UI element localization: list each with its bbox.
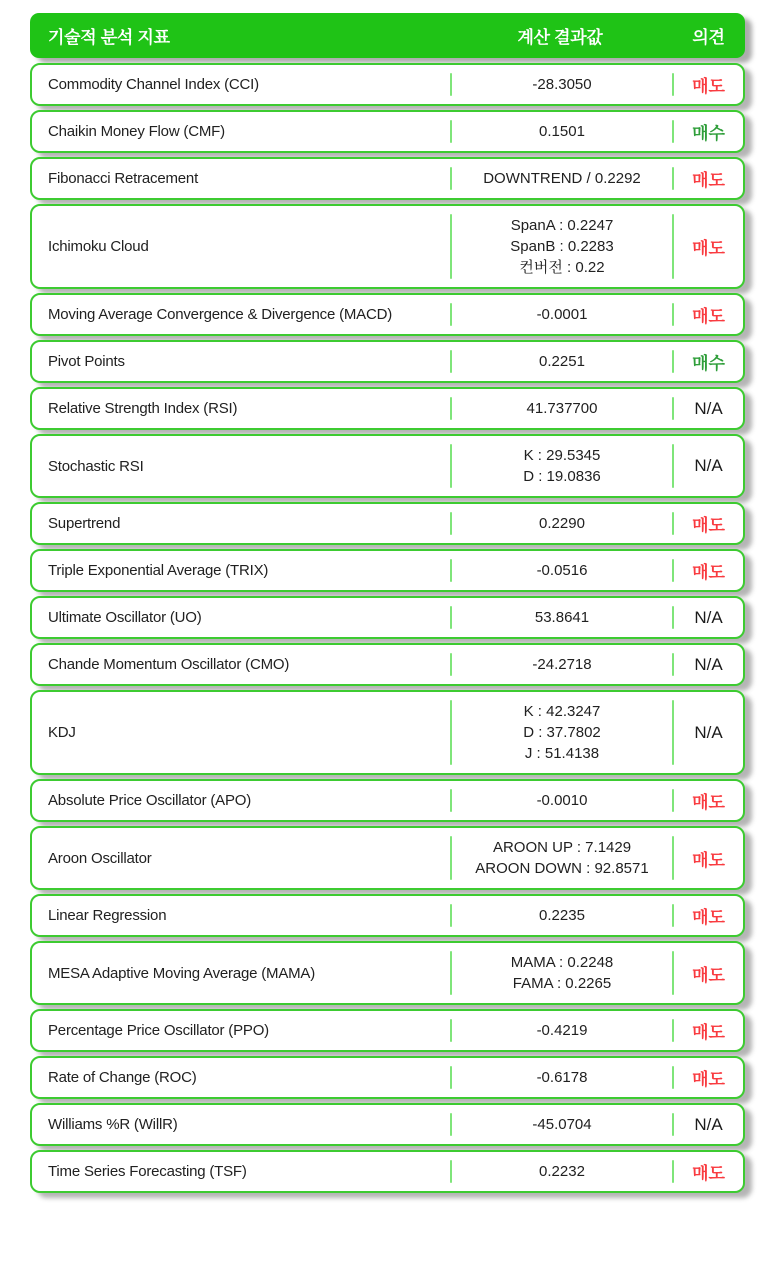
indicator-name: Fibonacci Retracement xyxy=(48,170,199,187)
indicator-name: Linear Regression xyxy=(48,907,167,924)
opinion-badge: N/A xyxy=(694,1114,723,1134)
indicator-value xyxy=(452,828,672,888)
indicator-value xyxy=(452,551,672,590)
opinion-badge: 매도 xyxy=(692,965,725,985)
header-opinion-column: 의견 xyxy=(692,28,725,47)
indicator-name: Time Series Forecasting (TSF) xyxy=(48,1163,247,1180)
indicator-value xyxy=(452,504,672,543)
indicator-value xyxy=(452,598,672,637)
value-line: FAMA : 0.2265 xyxy=(512,975,612,992)
opinion-badge: 매도 xyxy=(692,908,725,927)
indicator-value xyxy=(452,436,672,496)
value-line: -45.0704 xyxy=(532,1116,592,1133)
table-row xyxy=(30,110,745,153)
indicator-name: Chaikin Money Flow (CMF) xyxy=(48,123,225,140)
value-line: D : 37.7802 xyxy=(523,724,601,741)
indicator-name: Rate of Change (ROC) xyxy=(48,1069,197,1086)
opinion-badge: 매도 xyxy=(692,239,725,258)
opinion-badge: N/A xyxy=(694,607,723,627)
table-row xyxy=(30,204,745,289)
value-line: K : 42.3247 xyxy=(523,703,601,720)
opinion-badge: 매도 xyxy=(692,563,725,582)
value-line: -0.0516 xyxy=(536,562,588,579)
value-line: -24.2718 xyxy=(532,656,592,673)
indicator-value xyxy=(452,1152,672,1191)
indicator-value xyxy=(452,112,672,151)
indicator-value xyxy=(452,342,672,381)
indicator-name: KDJ xyxy=(48,724,76,741)
indicator-name: Ichimoku Cloud xyxy=(48,238,149,255)
indicator-name: Pivot Points xyxy=(48,353,125,370)
value-line: 53.8641 xyxy=(534,609,590,626)
table-row xyxy=(30,1056,745,1099)
indicator-value xyxy=(452,206,672,287)
table-row xyxy=(30,1103,745,1146)
indicator-name: Triple Exponential Average (TRIX) xyxy=(48,562,269,579)
indicator-name: Commodity Channel Index (CCI) xyxy=(48,76,259,93)
table-body xyxy=(30,63,745,1193)
value-line: MAMA : 0.2248 xyxy=(510,954,614,971)
indicator-value xyxy=(452,295,672,334)
indicator-name: Absolute Price Oscillator (APO) xyxy=(48,792,252,809)
value-line: -28.3050 xyxy=(532,76,592,93)
indicator-value xyxy=(452,943,672,1003)
table-row xyxy=(30,502,745,545)
header-value-column: 계산 결과값 xyxy=(517,28,603,47)
table-row xyxy=(30,826,745,890)
table-row xyxy=(30,63,745,106)
value-line: D : 19.0836 xyxy=(523,468,601,485)
table-row xyxy=(30,894,745,937)
opinion-badge: N/A xyxy=(694,398,723,418)
indicator-name: Relative Strength Index (RSI) xyxy=(48,400,238,417)
table-row xyxy=(30,340,745,383)
opinion-badge: 매도 xyxy=(692,850,725,870)
opinion-badge: 매도 xyxy=(692,793,725,812)
indicator-name: Ultimate Oscillator (UO) xyxy=(48,609,202,626)
opinion-badge: N/A xyxy=(694,456,723,475)
value-line: -0.6178 xyxy=(536,1069,588,1086)
indicator-value xyxy=(452,65,672,104)
indicator-value xyxy=(452,692,672,773)
indicator-value xyxy=(452,389,672,428)
opinion-badge: 매도 xyxy=(692,516,725,535)
opinion-badge: N/A xyxy=(694,722,723,742)
value-line: K : 29.5345 xyxy=(523,447,601,464)
value-line: 0.2290 xyxy=(539,515,585,532)
value-line: -0.0010 xyxy=(536,792,588,809)
table-row xyxy=(30,434,745,498)
table-row xyxy=(30,157,745,200)
opinion-badge: N/A xyxy=(694,654,723,674)
indicator-value xyxy=(452,781,672,820)
indicator-name: Moving Average Convergence & Divergence (MACD) xyxy=(48,306,393,323)
opinion-badge: 매도 xyxy=(692,77,725,96)
table-header-row xyxy=(30,13,745,58)
value-line: -0.0001 xyxy=(536,306,588,323)
indicator-value xyxy=(452,1105,672,1144)
technical-analysis-table xyxy=(30,13,745,1197)
table-row xyxy=(30,643,745,686)
table-row xyxy=(30,1150,745,1193)
table-row xyxy=(30,596,745,639)
value-line: SpanA : 0.2247 xyxy=(510,217,614,234)
indicator-value xyxy=(452,1011,672,1050)
opinion-badge: 매도 xyxy=(692,1164,725,1183)
indicator-name: Aroon Oscillator xyxy=(48,849,152,867)
indicator-name: Stochastic RSI xyxy=(48,457,144,475)
value-line: DOWNTREND / 0.2292 xyxy=(483,170,641,187)
opinion-badge: 매도 xyxy=(692,171,725,190)
value-line: 컨버전 : 0.22 xyxy=(519,259,605,276)
opinion-badge: 매도 xyxy=(692,1070,725,1089)
value-line: 0.2235 xyxy=(539,907,585,924)
table-row xyxy=(30,1009,745,1052)
value-line: -0.4219 xyxy=(536,1022,588,1039)
table-row xyxy=(30,549,745,592)
indicator-value xyxy=(452,159,672,198)
opinion-badge: 매수 xyxy=(692,354,725,373)
value-line: SpanB : 0.2283 xyxy=(510,238,614,255)
indicator-name: MESA Adaptive Moving Average (MAMA) xyxy=(48,964,316,982)
indicator-value xyxy=(452,1058,672,1097)
indicator-name: Percentage Price Oscillator (PPO) xyxy=(48,1022,269,1039)
table-row xyxy=(30,941,745,1005)
opinion-badge: 매도 xyxy=(692,1023,725,1042)
header-indicator-column: 기술적 분석 지표 xyxy=(48,28,170,47)
indicator-value xyxy=(452,896,672,935)
indicator-name: Chande Momentum Oscillator (CMO) xyxy=(48,656,290,673)
indicator-name: Williams %R (WillR) xyxy=(48,1116,178,1133)
table-row xyxy=(30,387,745,430)
table-row xyxy=(30,779,745,822)
indicator-name: Supertrend xyxy=(48,515,121,532)
indicator-value xyxy=(452,645,672,684)
opinion-badge: 매도 xyxy=(692,307,725,326)
value-line: 0.2251 xyxy=(539,353,585,370)
value-line: 41.737700 xyxy=(526,400,598,417)
table-row xyxy=(30,690,745,775)
value-line: J : 51.4138 xyxy=(524,745,600,762)
opinion-badge: 매수 xyxy=(692,124,725,143)
value-line: 0.1501 xyxy=(539,123,585,140)
table-row xyxy=(30,293,745,336)
value-line: AROON UP : 7.1429 xyxy=(492,839,632,856)
value-line: AROON DOWN : 92.8571 xyxy=(475,860,649,877)
value-line: 0.2232 xyxy=(539,1163,585,1180)
